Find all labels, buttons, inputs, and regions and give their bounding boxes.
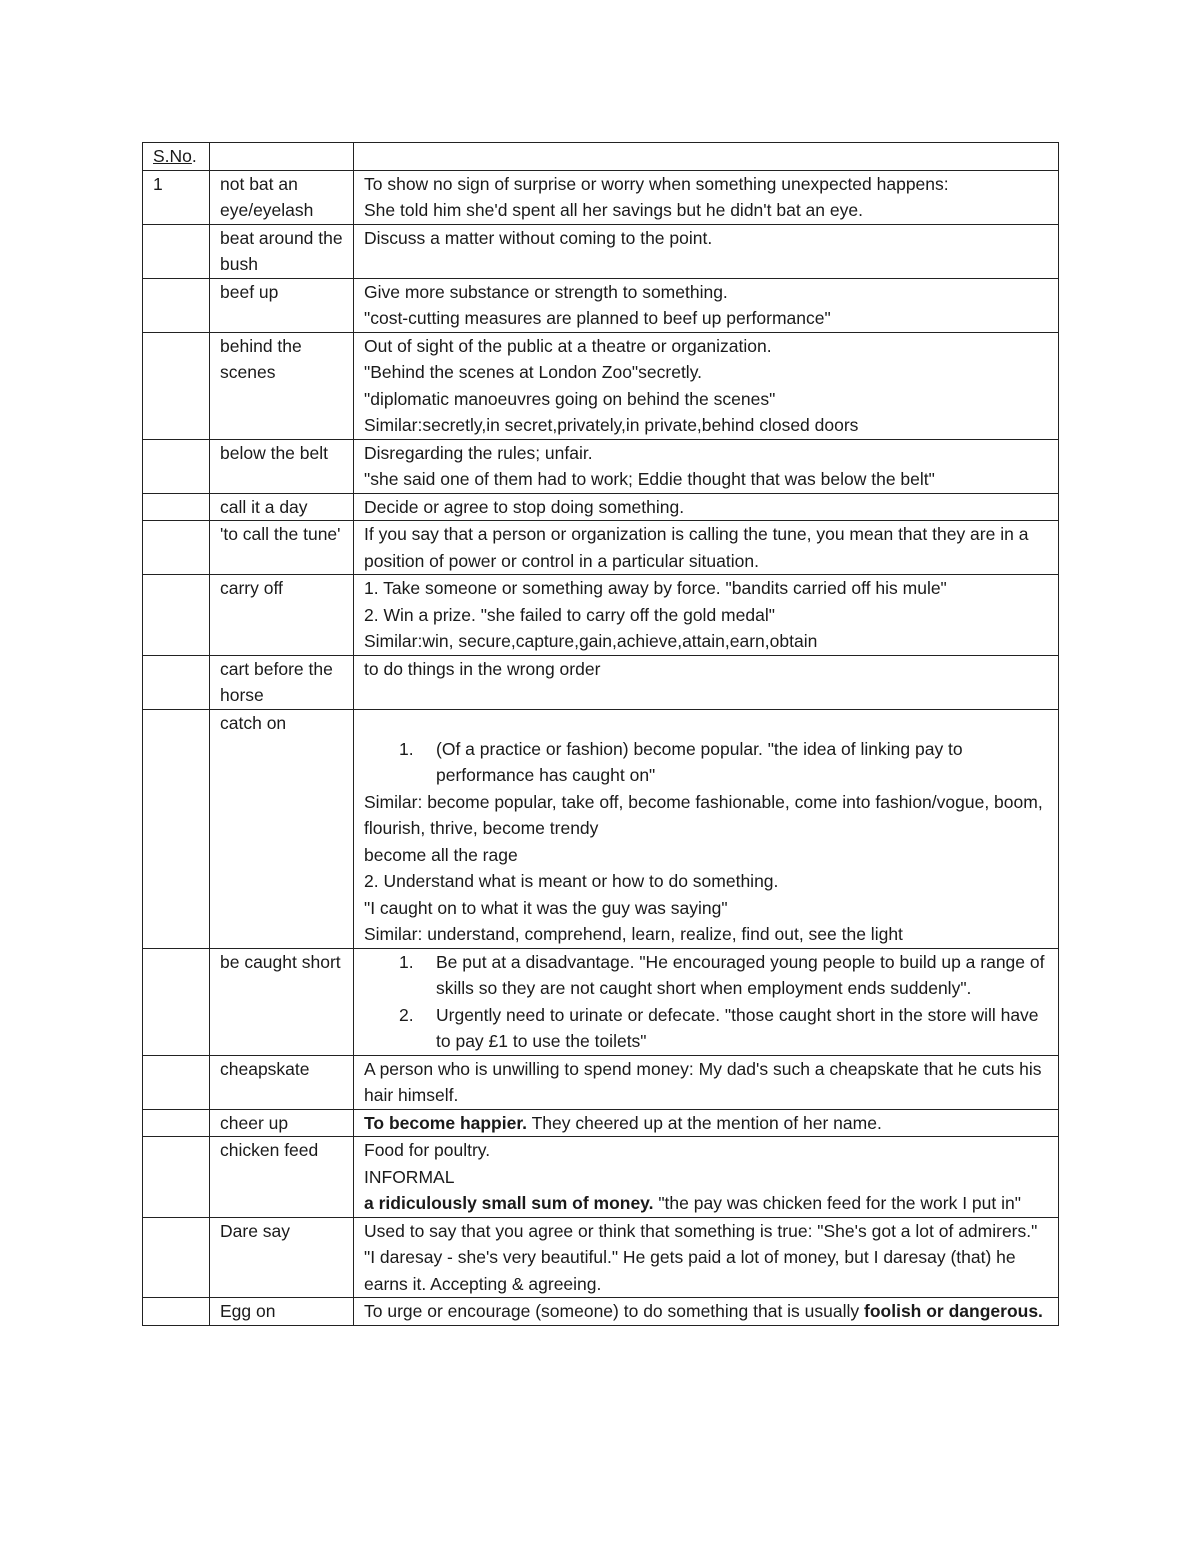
definition-line: Similar: understand, comprehend, learn, realize, find out, see the light [364,924,903,944]
row-term [210,709,354,948]
table-row [143,1109,1059,1137]
definition-line: "she said one of them had to work; Eddie thought that was below the belt" [364,469,935,489]
row-sno [143,521,210,575]
idiom-term: carry off [220,578,283,598]
definition-line: "Behind the scenes at London Zoo"secretly. [364,362,703,382]
row-term [210,493,354,521]
definition-line: Out of sight of the public at a theatre or organization. [364,335,772,356]
table-row [143,655,1059,709]
row-sno [143,493,210,521]
list-item [364,1002,1048,1055]
idiom-term: Egg on [220,1301,276,1321]
table-row [143,332,1059,439]
row-sno [143,332,210,439]
row-term [210,439,354,493]
row-term [210,948,354,1055]
idiom-term: cart before the horse [220,658,333,705]
row-definition [354,1298,1059,1326]
definition-line: A person who is unwilling to spend money: My dad's such a cheapskate that he cuts his hair himself. [364,1058,1042,1105]
row-sno [143,575,210,656]
bold-phrase: a ridiculously small sum of money. [364,1193,654,1213]
row-definition [354,224,1059,278]
row-definition [354,575,1059,656]
table-row [143,575,1059,656]
definition-text: "the pay was chicken feed for the work I put in" [653,1193,1021,1213]
row-sno [143,439,210,493]
idiom-term: be caught short [220,951,341,972]
definition-line [364,1110,1048,1137]
table-row [143,493,1059,521]
row-sno [143,1109,210,1137]
table-row [143,948,1059,1055]
idioms-table [142,142,1059,1326]
row-definition [354,655,1059,709]
row-term [210,655,354,709]
definition-line: "diplomatic manoeuvres going on behind the scenes" [364,388,776,409]
header-sno-label: S.No [153,146,192,166]
header-definition [354,143,1059,171]
definition-text: They cheered up at the mention of her name. [527,1112,882,1133]
row-definition [354,709,1059,948]
definition-line: 2. Understand what is meant or how to do something. [364,871,779,891]
row-term [210,521,354,575]
row-definition [354,948,1059,1055]
idiom-term: Dare say [220,1220,291,1241]
definition-line: Similar: become popular, take off, become fashionable, come into fashion/vogue, boom, flourish, thrive, become trendy [364,791,1043,838]
table-row [143,1217,1059,1298]
definition-line: "cost-cutting measures are planned to beef up performance" [364,308,831,328]
row-definition [354,493,1059,521]
row-sno [143,1217,210,1298]
list-item-text: (Of a practice or fashion) become popular. "the idea of linking pay to performance has caught on" [436,738,963,785]
row-definition [354,1137,1059,1218]
table-row [143,1055,1059,1109]
row-term [210,332,354,439]
definition-line [364,1298,1048,1325]
row-sno [143,278,210,332]
idiom-term: beat around the bush [220,227,343,274]
row-sno [143,1137,210,1218]
bold-phrase: foolish or dangerous. [864,1301,1043,1321]
row-term [210,1217,354,1298]
list-marker: 1. [399,951,414,972]
row-term [210,1055,354,1109]
list-item-text: Urgently need to urinate or defecate. "those caught short in the store will have to pay £1 to use the toilets" [436,1004,1039,1051]
row-term [210,224,354,278]
table-row [143,1298,1059,1326]
definition-line: 1. Take someone or something away by force. "bandits carried off his mule" [364,578,947,598]
row-term [210,1109,354,1137]
idiom-term: cheer up [220,1112,289,1133]
definition-line: Decide or agree to stop doing something. [364,496,685,517]
header-term [210,143,354,171]
table-row [143,224,1059,278]
row-sno [143,655,210,709]
table-row [143,709,1059,948]
row-term [210,170,354,224]
table-header-row [143,143,1059,171]
idiom-term: 'to call the tune' [220,524,341,544]
idiom-term: chicken feed [220,1140,319,1160]
row-definition [354,278,1059,332]
idiom-term: not bat an eye/eyelash [220,173,314,220]
row-sno [143,1298,210,1326]
row-definition [354,332,1059,439]
row-term [210,278,354,332]
definition-line: Food for poultry. [364,1140,491,1160]
row-sno [143,170,210,224]
table-row [143,1137,1059,1218]
definition-line: If you say that a person or organization is calling the tune, you mean that they are in a position of power or control in a particular situation. [364,524,1029,571]
definition-line: Similar:secretly,in secret,privately,in private,behind closed doors [364,415,859,435]
definition-text: To urge or encourage (someone) to do something that is usually [364,1301,865,1321]
table-row [143,170,1059,224]
table-row [143,521,1059,575]
table-row [143,278,1059,332]
numbered-list [364,736,1048,789]
header-sno [143,143,210,171]
definition-line: Similar:win, secure,capture,gain,achieve,attain,earn,obtain [364,631,818,651]
row-definition [354,170,1059,224]
row-term [210,1298,354,1326]
sno-value: 1 [153,173,163,194]
definition-line: Give more substance or strength to something. [364,281,728,302]
definition-line: "I caught on to what it was the guy was saying" [364,897,728,918]
definition-line: INFORMAL [364,1166,455,1187]
definition-line: Discuss a matter without coming to the point. [364,227,713,248]
definition-line: become all the rage [364,844,518,865]
table-row [143,439,1059,493]
row-sno [143,1055,210,1109]
definition-line: To show no sign of surprise or worry when something unexpected happens: [364,173,949,194]
definition-line [364,1190,1048,1217]
list-item [364,949,1048,1002]
list-marker: 1. [399,738,414,759]
list-item [364,736,1048,789]
definition-line: to do things in the wrong order [364,658,601,679]
row-term [210,1137,354,1218]
idiom-term: below the belt [220,442,328,463]
list-marker: 2. [399,1004,414,1025]
idiom-term: beef up [220,281,279,302]
row-sno [143,224,210,278]
idiom-term: behind the scenes [220,335,302,382]
numbered-list [364,949,1048,1055]
row-definition [354,521,1059,575]
list-item-text: Be put at a disadvantage. "He encouraged young people to build up a range of skills so they are not caught short when employment ends suddenly". [436,951,1045,998]
row-term [210,575,354,656]
idiom-term: cheapskate [220,1058,310,1079]
header-sno-dot: . [191,146,197,166]
definition-line: Used to say that you agree or think that something is true: "She's got a lot of admirers." "I daresay - she's very beautiful." He gets paid a lot of money, but I daresay (that) he earns it. Accepting & agreeing. [364,1220,1038,1294]
blank-line [364,710,1048,736]
row-definition [354,439,1059,493]
row-sno [143,948,210,1055]
idiom-term: catch on [220,712,287,733]
row-sno [143,709,210,948]
definition-line: She told him she'd spent all her savings but he didn't bat an eye. [364,200,863,220]
definition-line: 2. Win a prize. "she failed to carry off the gold medal" [364,604,775,625]
row-definition [354,1109,1059,1137]
bold-phrase: To become happier. [364,1112,528,1133]
idiom-term: call it a day [220,496,308,517]
row-definition [354,1217,1059,1298]
definition-line: Disregarding the rules; unfair. [364,442,593,463]
row-definition [354,1055,1059,1109]
